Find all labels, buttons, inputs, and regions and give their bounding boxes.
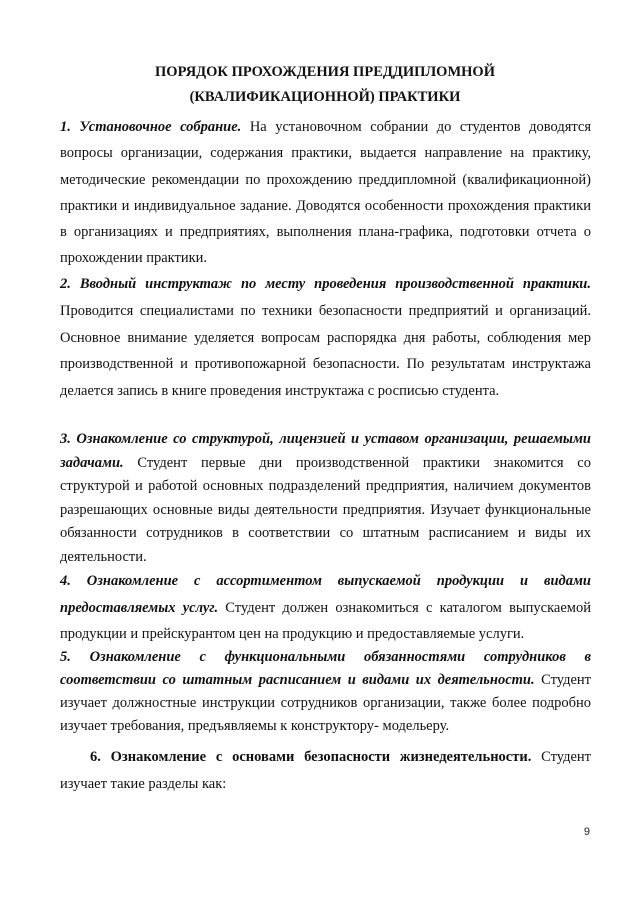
section-3	[60, 428, 591, 570]
section-2-body: Проводится специалистами по техники безопасности предприятий и организаций. Основное внимание уделяется вопросам распорядка дня работы, соблюдения мер производственной и противопожарной безопасности. По результатам инструктажа делается запись в книге проведения инструктажа с росписью студента.	[60, 302, 591, 400]
document-title-line-2: (КВАЛИФИКАЦИОННОЙ) ПРАКТИКИ	[189, 89, 461, 105]
section-1	[60, 114, 591, 272]
section-6-body: Студент изучает такие разделы как:	[60, 749, 591, 792]
section-3-body: Студент первые дни производственной практики знакомится со структурой и работой основных подразделений предприятия, наличием документов разрешающих основные виды деятельности предприятия. Изучает функциональные обязанности сотрудников в соответствии со штатным расписанием и виды их деятельности.	[60, 454, 591, 565]
section-6	[60, 744, 591, 798]
section-4-heading: 4. Ознакомление с ассортиментом выпускаемой продукции и видами предоставляемых услуг.	[60, 573, 591, 616]
section-6-heading: 6. Ознакомление с основами безопасности жизнедеятельности.	[90, 749, 532, 765]
page-number: 9	[583, 826, 590, 838]
section-1-heading: 1. Установочное собрание.	[60, 119, 242, 135]
section-1-body: На установочном собрании до студентов доводятся вопросы организации, содержания практики, выдается направление на практику, методические рекомендации по прохождению преддипломной (квалификационной) практики и индивидуальное задание. Доводятся особенности прохождения практики в организациях и предприятиях, выполнения плана-графика, подготовки отчета о прохождении практики.	[60, 119, 591, 267]
section-5-heading: 5. Ознакомление с функциональными обязанностями сотрудников в соответствии со штатным расписанием и видами их деятельности.	[60, 649, 591, 688]
section-3-heading: 3. Ознакомление со структурой, лицензией и уставом организации, решаемыми задачами.	[60, 431, 591, 471]
section-4	[60, 568, 591, 648]
section-4-body: Студент должен ознакомиться с каталогом выпускаемой продукции и прейскурантом цен на продукцию и предоставляемые услуги.	[60, 599, 591, 642]
section-5	[60, 646, 591, 738]
section-2-heading: 2. Вводный инструктаж по месту проведения производственной практики.	[60, 276, 591, 292]
section-2	[60, 271, 591, 405]
document-title-line-1: ПОРЯДОК ПРОХОЖДЕНИЯ ПРЕДДИПЛОМНОЙ	[155, 64, 495, 80]
section-5-body: Студент изучает должностные инструкции сотрудников организации, также более подробно изучает требования, предъявляемы к конструктору- модельеру.	[60, 672, 591, 734]
